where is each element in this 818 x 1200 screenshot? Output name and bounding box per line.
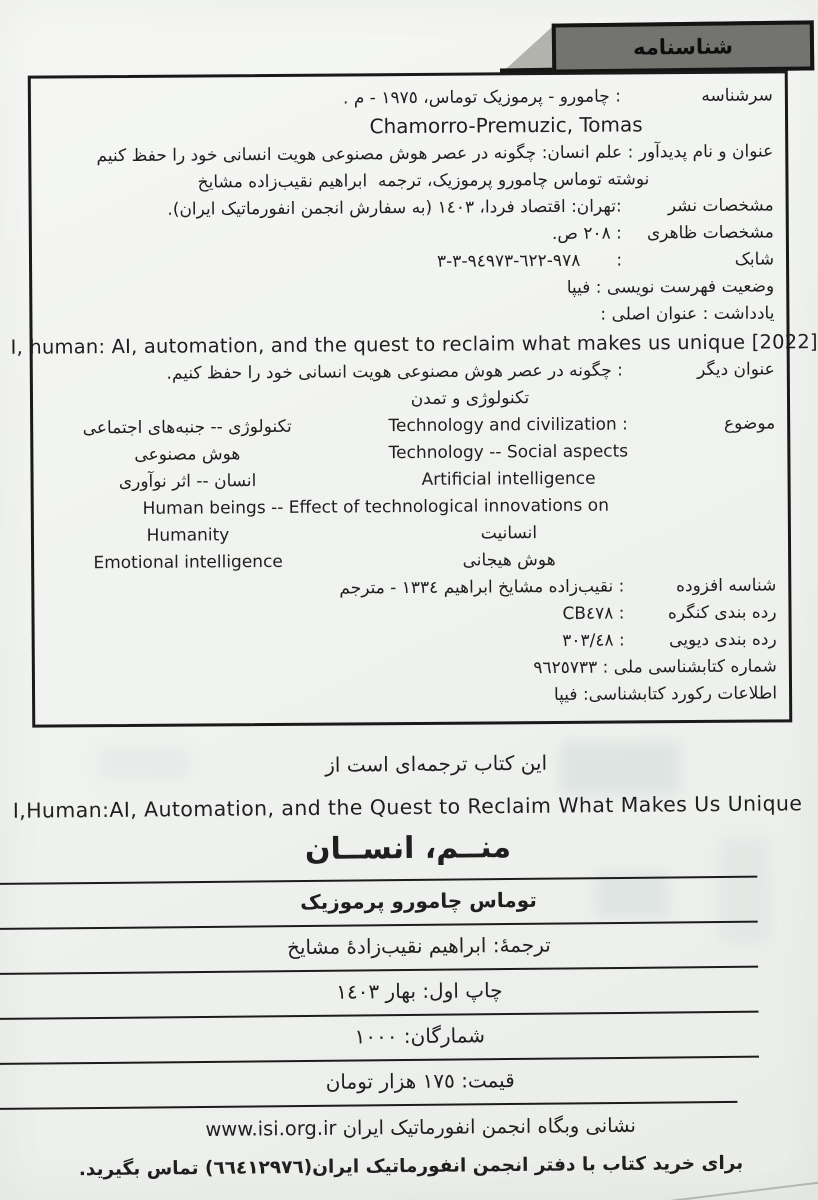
cip-label: عنوان دیگر [696,359,775,380]
subject-en: Humanity [146,525,230,546]
tab-fold-triangle [504,24,557,71]
subject-fa: هوش مصنوعی [134,444,241,465]
spacer [684,536,776,537]
cip-label: سرشناسه [701,85,773,106]
cip-label: مشخصات نشر [667,195,774,217]
cip-record-info: اطلاعات رکورد کتابشناسی: فیپا [553,683,778,706]
cip-label: شابک [734,249,775,270]
print-run: شمارگان: ١٠٠٠ [354,1023,486,1049]
tab-title: شناسنامه [632,34,734,60]
cip-note: یادداشت : عنوان اصلی : [600,303,775,325]
spacer [683,455,775,456]
cip-isbn-number: ٩٧٨-٦٢٢-٩٤٩٧٣-٣-٣ [436,250,581,272]
cip-isbn-colon: : [616,250,623,271]
spacer [684,563,776,564]
spacer [684,482,776,483]
cip-subject-row-full: Human beings -- Effect of technological innovations on [142,495,610,519]
cip-label: رده بندی کنگره [667,602,777,624]
persian-book-title: منــم، انســان [304,830,512,867]
subject-en: Artificial intelligence [421,468,596,490]
subject-en: Technology and civilization : [388,414,628,437]
cip-value: : نقیب‌زاده مشایخ ابراهیم ١٣٣٤ - مترجم [339,576,625,599]
cip-author-latin: Chamorro-Premuzic, Tomas [369,112,643,139]
purchase-contact-line: برای خرید کتاب با دفتر انجمن انفورماتیک ایران(٦٦٤١٢٩٧٦) تماس بگیرید. [78,1152,744,1181]
subject-en: Emotional intelligence [93,551,283,574]
cip-value: : ٣٠٣/٤٨ [562,630,625,651]
translation-note: این کتاب ترجمه‌ای است از [325,750,548,777]
original-english-title: I,Human:AI, Automation, and the Quest to Reclaim What Makes Us Unique [12,791,803,823]
cip-cataloging-status: وضعیت فهرست نویسی : فیپا [566,276,775,298]
cip-title-statement-line1: عنوان و نام پدیدآور : علم انسان: چگونه در عصر هوش مصنوعی هویت انسانی خود را حفظ کنیم [96,141,774,167]
cip-original-title: I, human: AI, automation, and the quest to reclaim what makes us unique [2022] [10,330,818,359]
price: قیمت: ١٧٥ هزار تومان [325,1067,515,1094]
subject-fa: انسان -- اثر نوآوری [118,471,257,493]
cip-value: : CB٤٧٨ [562,603,625,624]
cip-title-statement-line2: نوشته توماس چامورو پرموزیک، ترجمه ابراهیم نقیب‌زاده مشایخ [197,169,650,193]
subject-fa: انسانیت [480,523,538,544]
subject-fa: هوش هیجانی [462,549,556,571]
website-line: نشانی وبگاه انجمن انفورماتیک ایران www.isi.org.ir [205,1113,637,1141]
subject-fa: تکنولوژی -- جنبه‌های اجتماعی [82,416,292,439]
cip-box [10,70,818,727]
cip-label-subject: موضوع [723,413,776,434]
page-curl-line [563,1179,818,1200]
cip-value: : ٢٠٨ ص. [551,223,622,245]
cip-value: : چامورو - پرموزیک توماس، ١٩٧٥ - م . [342,86,621,109]
cip-national-biblio-number: شماره کتابشناسی ملی : ٩٦٢٥٧٣٣ [533,656,777,679]
cip-value: : چگونه در عصر هوش مصنوعی هویت انسانی خود را حفظ کنیم. [166,360,623,384]
cip-label: شناسه افزوده [676,575,777,597]
cip-subject-head: تکنولوژی و تمدن [410,388,530,409]
author-name: توماس چامورو پرموزیک [300,887,537,915]
cip-value: :تهران: اقتصاد فردا، ١٤٠٣ (به سفارش انجمن انفورماتیک ایران). [167,196,622,220]
subject-en: Technology -- Social aspects [388,441,629,464]
colophon [0,729,818,1184]
edition-info: چاپ اول: بهار ١٤٠٣ [336,978,503,1004]
shenasnameh-tab [552,20,815,73]
translator-name: ترجمهٔ: ابراهیم نقیب‌زادهٔ مشایخ [286,932,551,960]
cip-label: مشخصات ظاهری [646,222,774,244]
cip-label: رده بندی دیویی [669,629,777,651]
